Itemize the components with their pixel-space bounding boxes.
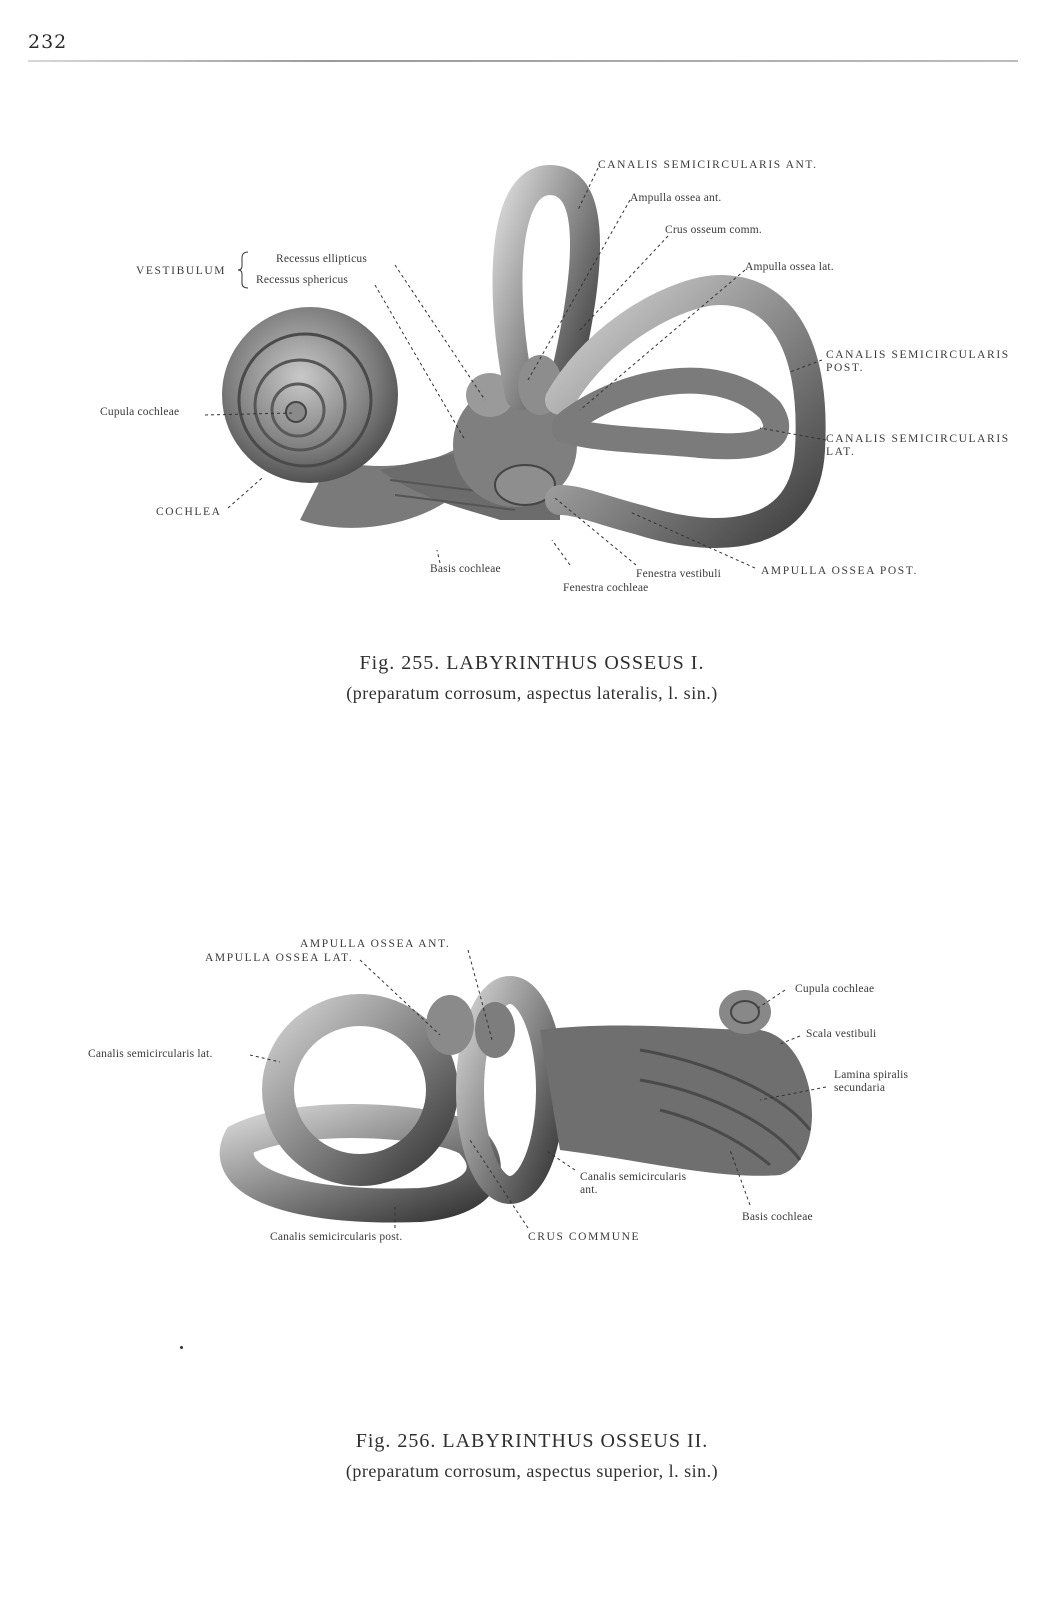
canalis-post-lat-shape [560,290,811,533]
figure-256-title: Fig. 256. LABYRINTHUS OSSEUS II. [355,1430,709,1452]
figure-255-subtitle: (preparatum corrosum, aspectus lateralis, l. sin.) [346,683,718,703]
label-canalis-lat-line2: LAT. [826,446,856,458]
label-basis: Basis cochleae [430,563,501,575]
label-recessus-sphericus: Recessus sphericus [256,274,349,286]
page-number: 232 [28,31,68,53]
label-lamina-line2: secundaria [834,1082,886,1094]
label-canalis-post-line2: POST. [826,362,865,374]
label-fenestra-vestibuli: Fenestra vestibuli [636,568,722,580]
label-ampulla-ant: Ampulla ossea ant. [630,192,722,204]
cochlea-shape-b [540,990,812,1176]
label-ampulla-lat-b: AMPULLA OSSEA LAT. [205,952,354,964]
label-scala-vestibuli: Scala vestibuli [806,1028,877,1040]
label-canalis-lat-b: Canalis semicircularis lat. [88,1048,213,1060]
print-speck [180,1346,183,1349]
figure-255-illustration [0,140,1064,610]
label-recessus-ellipticus: Recessus ellipticus [276,253,367,265]
label-cochlea: COCHLEA [156,506,222,518]
vestibulum-brace [238,252,248,288]
label-ampulla-post: AMPULLA OSSEA POST. [761,565,919,577]
label-canalis-lat-line1: CANALIS SEMICIRCULARIS [826,433,1010,445]
figure-255-caption [0,652,1064,704]
label-basis-b: Basis cochleae [742,1211,813,1223]
label-crus-commune: CRUS COMMUNE [528,1231,641,1243]
label-canalis-ant-b-line1: Canalis semicircularis [580,1171,687,1183]
figure-256-illustration [0,930,1064,1250]
label-ampulla-lat: Ampulla ossea lat. [745,261,834,273]
label-vestibulum: VESTIBULUM [136,265,227,277]
label-canalis-ant: CANALIS SEMICIRCULARIS ANT. [598,159,818,171]
label-cupula-b: Cupula cochleae [795,983,875,995]
label-crus: Crus osseum comm. [665,224,762,236]
label-canalis-post-line1: CANALIS SEMICIRCULARIS [826,349,1010,361]
label-lamina-line1: Lamina spiralis [834,1069,909,1081]
figure-255-title: Fig. 255. LABYRINTHUS OSSEUS I. [359,652,705,674]
label-canalis-ant-b-line2: ant. [580,1184,598,1196]
header-rule [28,60,1018,62]
figure-256-subtitle: (preparatum corrosum, aspectus superior, l. sin.) [345,1461,719,1481]
figure-256-caption [0,1430,1064,1482]
label-fenestra-cochleae: Fenestra cochleae [563,582,649,594]
canalis-lat-shape [278,1010,442,1170]
label-cupula: Cupula cochleae [100,406,180,418]
label-canalis-post-b: Canalis semicircularis post. [270,1231,403,1243]
label-ampulla-ant-b: AMPULLA OSSEA ANT. [300,938,451,950]
